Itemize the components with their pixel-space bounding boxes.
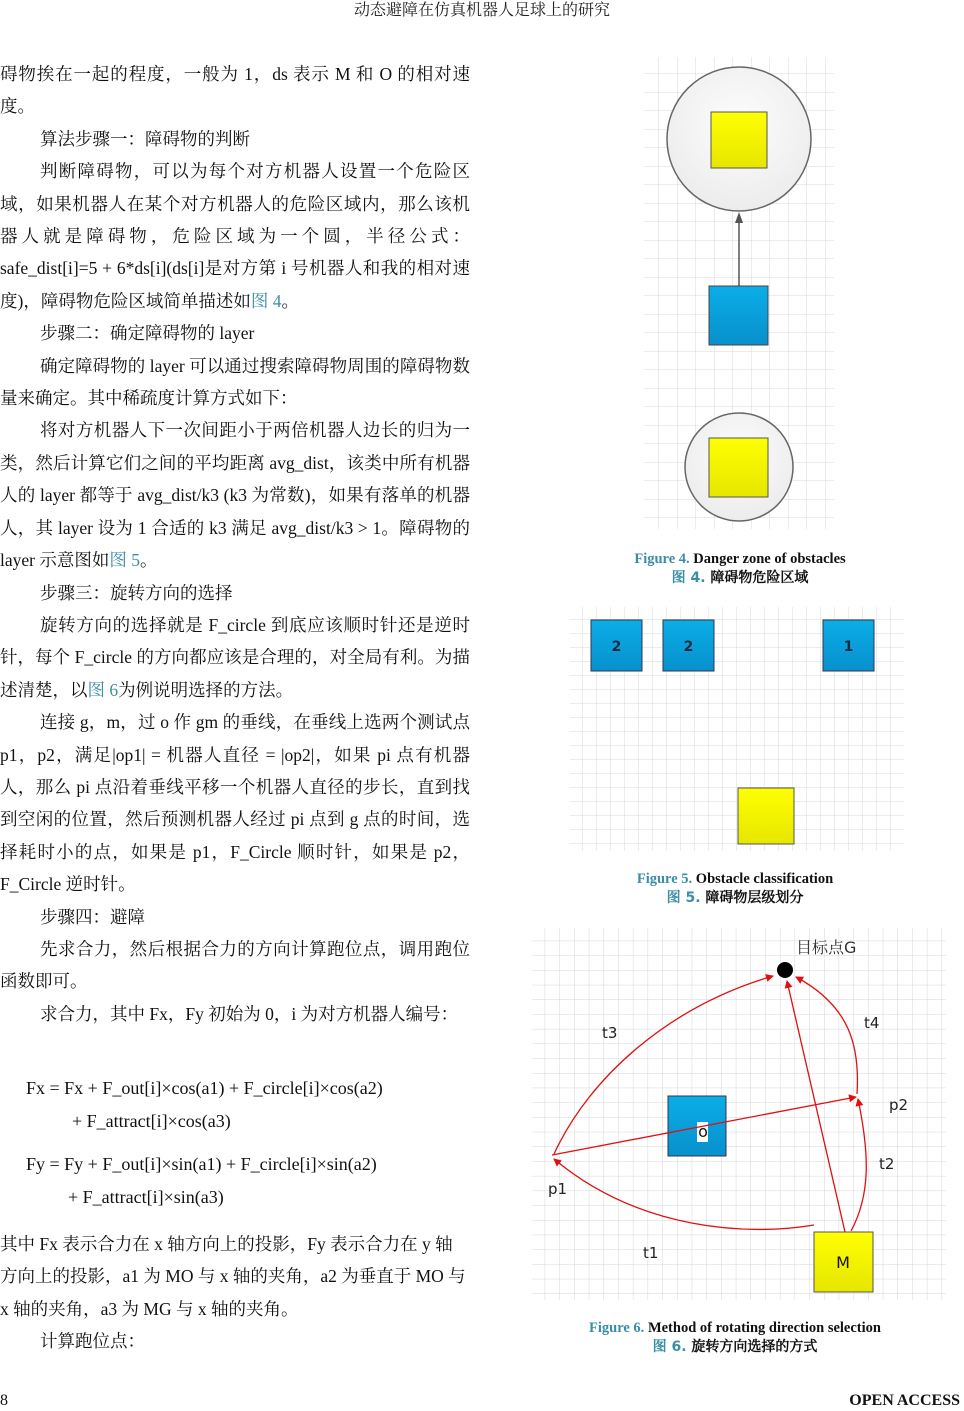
figure4-caption <box>530 550 950 588</box>
step3-heading: 步骤三：旋转方向的选择 <box>40 582 233 603</box>
paragraph: 碍物挨在一起的程度，一般为 1，ds 表示 M 和 O 的相对速度。 <box>0 64 470 117</box>
figure-label-zh: 图 4. <box>671 570 706 586</box>
body-text-column <box>0 58 470 1030</box>
open-access-label: OPEN ACCESS <box>849 1392 960 1409</box>
own-robot-yellow <box>738 788 794 844</box>
body-text-continued <box>0 1228 470 1358</box>
layer-number: 2 <box>683 639 694 655</box>
paragraph: 连接 g，m，过 o 作 gm 的垂线，在垂线上选两个测试点 p1，p2，满足|op1| = 机器人直径 = |op2|，如果 pi 点有机器人，那么 pi 点沿着垂线平移一个机器人直径的步长，直到找到空闲的位置，然后预测机器人经过 pi 点到 g 点的时间，选择耗时小的点，如果是 p1，F_Circle 顺时针，如果是 p2，F_Circle 逆时针。 <box>0 712 470 895</box>
paragraph: 计算跑位点： <box>40 1331 145 1352</box>
figure4-diagram <box>640 55 840 535</box>
figure4-link[interactable]: 图 4 <box>250 290 282 311</box>
label-t2: t2 <box>879 1155 895 1173</box>
figure5-link[interactable]: 图 5 <box>109 550 140 571</box>
obstacle-robot-yellow <box>709 438 768 497</box>
paragraph-text: 旋转方向的选择就是 F_circle 到底应该顺时针还是逆时针，每个 F_circle 的方向都应该是合理的，对全局有利。为描述清楚，以 <box>0 614 470 700</box>
robot-layer-1 <box>823 620 874 671</box>
figure-title-en: Method of rotating direction selection <box>647 1320 881 1336</box>
paragraph <box>0 155 470 317</box>
goal-label: 目标点G <box>796 938 857 957</box>
layer-number: 2 <box>611 639 622 655</box>
period: 。 <box>281 290 299 311</box>
grid-background <box>532 928 946 1300</box>
obstacle-label-o: o <box>698 1122 708 1141</box>
paragraph: 先求合力，然后根据合力的方向计算跑位点，调用跑位函数即可。 <box>0 938 470 992</box>
label-p2: p2 <box>889 1096 909 1114</box>
label-t3: t3 <box>602 1024 618 1042</box>
equation-fy-line1: Fy = Fy + F_out[i]×sin(a1) + F_circle[i]×sin(a2) <box>26 1154 377 1174</box>
robot-layer-2 <box>591 620 642 671</box>
step2-heading: 步骤二：确定障碍物的 layer <box>40 323 255 344</box>
own-robot-blue <box>709 286 768 345</box>
step1-heading: 算法步骤一：障碍物的判断 <box>40 128 250 149</box>
layer-number: 1 <box>843 639 854 655</box>
figure-label: Figure 6. <box>589 1320 645 1336</box>
paragraph-text: 将对方机器人下一次间距小于两倍机器人边长的归为一类，然后计算它们之间的平均距离 avg_dist，该类中所有机器人的 layer 都等于 avg_dist/k3 (k3 为常数)，如果有落单的机器人，其 layer 设为 1 合适的 k3 满足 avg_dist/k3 > 1。障碍物的 layer 示意图如 <box>0 420 470 571</box>
figure5-caption <box>525 870 945 908</box>
robot-layer-2 <box>663 620 714 671</box>
running-header: 动态避障在仿真机器人足球上的研究 <box>353 2 610 19</box>
paragraph <box>0 414 470 576</box>
label-t1: t1 <box>643 1244 659 1262</box>
paragraph <box>0 609 470 706</box>
figure-title-zh: 障碍物层级划分 <box>705 890 804 906</box>
label-p1: p1 <box>548 1180 568 1198</box>
robot-label-m: M <box>836 1253 850 1272</box>
equation-fx-line2: + F_attract[i]×cos(a3) <box>72 1111 231 1131</box>
figure-label-zh: 图 5. <box>666 890 701 906</box>
step4-heading: 步骤四：避障 <box>40 906 145 927</box>
figure-title-en: Danger zone of obstacles <box>693 551 846 567</box>
paragraph-text: 判断障碍物，可以为每个对方机器人设置一个危险区域，如果机器人在某个对方机器人的危险区域内，那么该机器人就是障碍物，危险区域为一个圆，半径公式：safe_dist[i]=5 + 6*ds[i](ds[i]是对方第 i 号机器人和我的相对速度)，障碍物危险区域简单描述如 <box>0 161 470 311</box>
figure-title-zh: 旋转方向选择的方式 <box>691 1339 818 1355</box>
paragraph: 求合力，其中 Fx，Fy 初始为 0，i 为对方机器人编号： <box>40 1003 459 1024</box>
equation-fy-line2: + F_attract[i]×sin(a3) <box>68 1187 224 1207</box>
figure6-diagram <box>530 926 950 1306</box>
figure5-diagram <box>568 605 908 855</box>
paragraph-text: 为例说明选择的方法。 <box>118 679 294 700</box>
figure6-link[interactable]: 图 6 <box>87 679 119 700</box>
label-t4: t4 <box>864 1014 880 1032</box>
figure6-caption <box>525 1319 945 1357</box>
figure-title-zh: 障碍物危险区域 <box>710 570 809 586</box>
page-number: 8 <box>0 1392 8 1409</box>
equation-fx-line1: Fx = Fx + F_out[i]×cos(a1) + F_circle[i]×cos(a2) <box>26 1078 383 1098</box>
figure-label: Figure 5. <box>636 871 693 887</box>
period: 。 <box>139 550 158 571</box>
paragraph: 其中 Fx 表示合力在 x 轴方向上的投影，Fy 表示合力在 y 轴方向上的投影，a1 为 MO 与 x 轴的夹角，a2 为垂直于 MO 与 x 轴的夹角，a3 为 MG 与 x 轴的夹角。 <box>0 1234 466 1319</box>
paragraph: 确定障碍物的 layer 可以通过搜索障碍物周围的障碍物数量来确定。其中稀疏度计算方式如下： <box>0 355 470 409</box>
goal-point <box>777 962 793 978</box>
figure-title-en: Obstacle classification <box>695 871 834 887</box>
figure-label: Figure 4. <box>634 551 690 567</box>
figure-label-zh: 图 6. <box>652 1339 687 1355</box>
obstacle-robot-yellow <box>711 112 767 168</box>
